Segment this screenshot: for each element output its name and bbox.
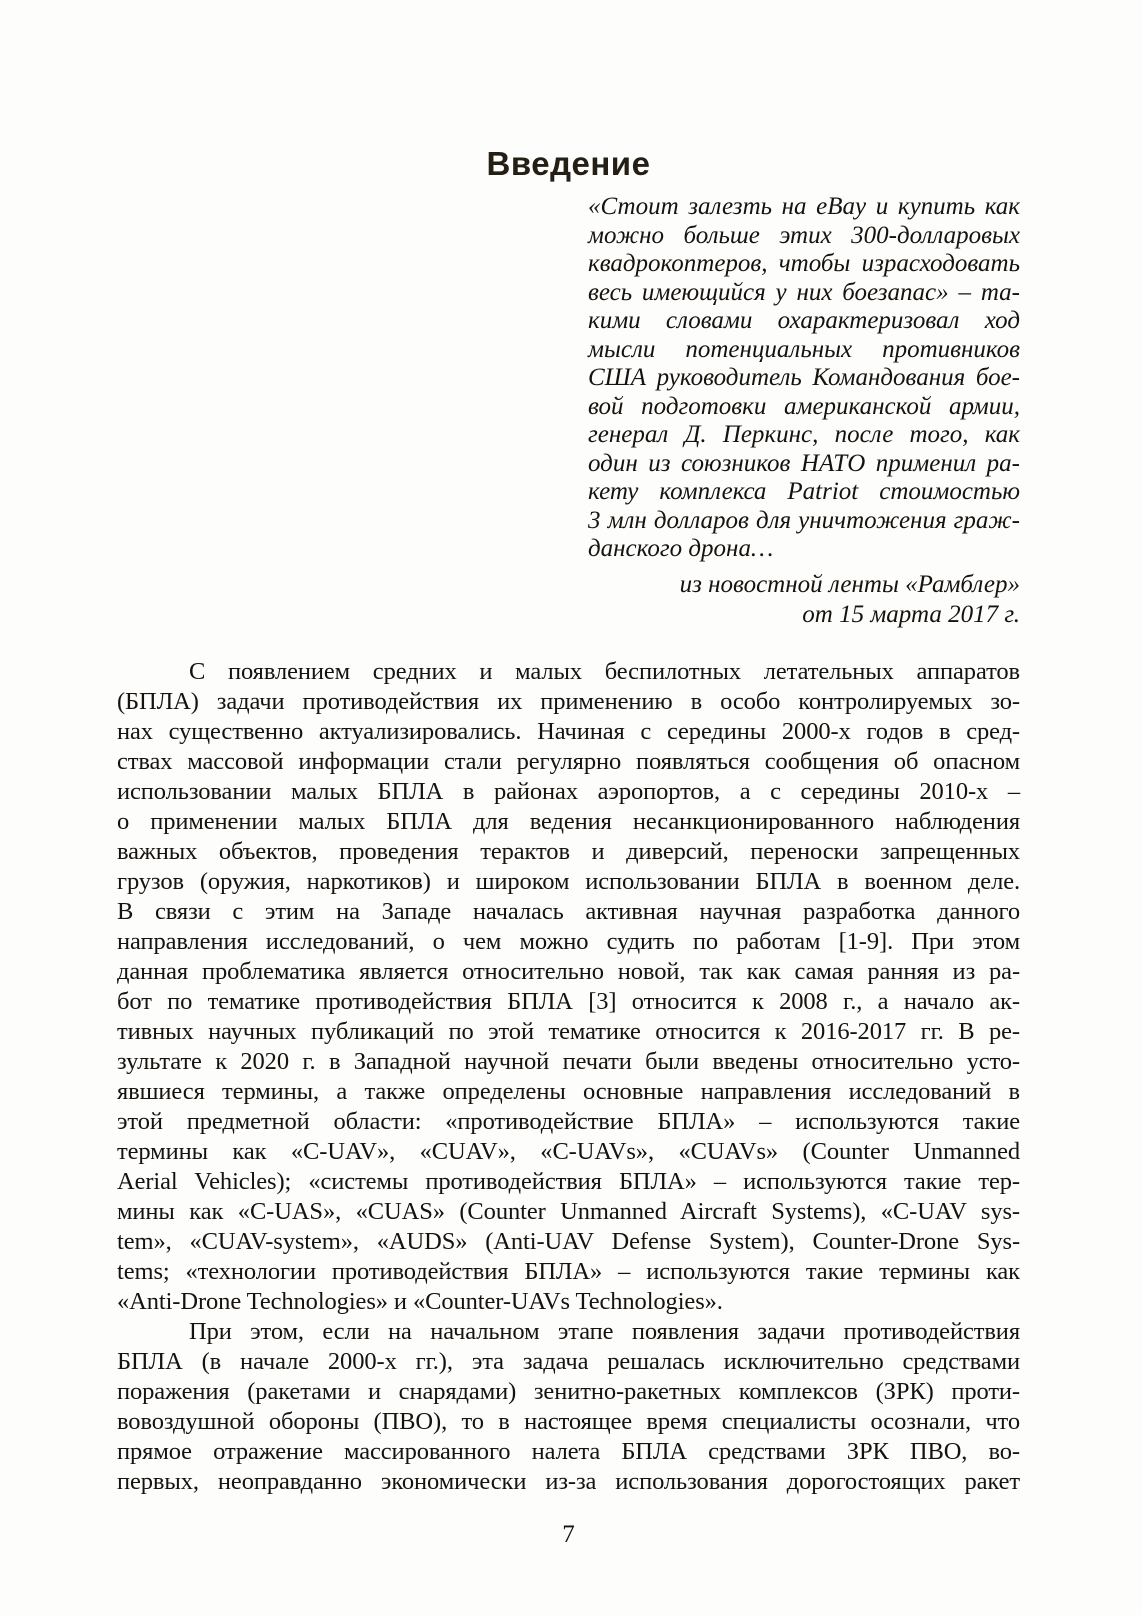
text-line: о применении малых БПЛА для ведения несанкционированного наблюдения	[117, 807, 1020, 835]
text-line: Aerial Vehicles); «системы противодействия БПЛА» – используются такие тер-	[117, 1167, 1020, 1195]
text-line: tem», «CUAV-system», «AUDS» (Anti-UAV Defense System), Counter-Drone Sys-	[117, 1227, 1020, 1255]
text-line: кими словами охарактеризовал ход	[588, 307, 1020, 334]
text-block	[117, 0, 1020, 1550]
text-line: поражения (ракетами и снарядами) зенитно-ракетных комплексов (ЗРК) проти-	[117, 1377, 1020, 1405]
text-line: тивных научных публикаций по этой тематике относится к 2016-2017 гг. В ре-	[117, 1017, 1020, 1045]
body-paragraph	[117, 1317, 1020, 1497]
text-line: БПЛА (в начале 2000-х гг.), эта задача решалась исключительно средствами	[117, 1347, 1020, 1375]
text-line: использовании малых БПЛА в районах аэропортов, а с середины 2010-х –	[117, 777, 1020, 805]
page-number: 7	[562, 1520, 575, 1548]
text-line: важных объектов, проведения терактов и диверсий, переноски запрещенных	[117, 837, 1020, 865]
text-line: кету комплекса Patriot стоимостью	[588, 478, 1020, 505]
text-line: ствах массовой информации стали регулярно появляться сообщения об опасном	[117, 747, 1020, 775]
text-line: весь имеющийся у них боезапас» – та-	[588, 278, 1020, 306]
text-line: 3 млн долларов для уничтожения граж-	[588, 506, 1020, 534]
body-paragraphs	[117, 657, 1020, 1497]
text-line: от 15 марта 2017 г.	[802, 600, 1020, 628]
text-line: США руководитель Командования бое-	[588, 364, 1020, 391]
epigraph-attribution	[117, 570, 1020, 630]
text-line: явшиеся термины, а также определены основные направления исследований в	[117, 1077, 1020, 1105]
text-line: вовоздушной обороны (ПВО), то в настоящее время специалисты осознали, что	[117, 1407, 1020, 1435]
text-line: зультате к 2020 г. в Западной научной печати были введены относительно усто-	[117, 1047, 1020, 1075]
text-line: прямое отражение массированного налета БПЛА средствами ЗРК ПВО, во-	[117, 1437, 1020, 1465]
page-title: Введение	[486, 145, 651, 182]
text-line: генерал Д. Перкинс, после того, как	[588, 421, 1020, 448]
text-line: В связи с этим на Западе началась активная научная разработка данного	[117, 897, 1020, 925]
epigraph-quote	[588, 193, 1020, 564]
body-paragraph	[117, 657, 1020, 1317]
text-line: один из союзников НАТО применил ра-	[588, 449, 1020, 477]
text-line: данского дрона…	[588, 535, 774, 562]
text-line: из новостной ленты «Рамблер»	[679, 570, 1020, 598]
text-line: данная проблематика является относительно новой, так как самая ранняя из ра-	[117, 957, 1020, 985]
text-line: нах существенно актуализировались. Начиная с середины 2000-х годов в сред-	[117, 717, 1020, 745]
text-line: можно больше этих 300-долларовых	[588, 221, 1020, 249]
text-line: мины как «C-UAS», «CUAS» (Counter Unmanned Aircraft Systems), «C-UAV sys-	[117, 1197, 1020, 1225]
text-line: термины как «C-UAV», «CUAV», «C-UAVs», «CUAVs» (Counter Unmanned	[117, 1137, 1020, 1165]
text-line: этой предметной области: «противодействие БПЛА» – используются такие	[117, 1107, 1020, 1135]
text-line: мысли потенциальных противников	[588, 335, 1020, 363]
text-line: «Anti-Drone Technologies» и «Counter-UAVs Technologies».	[117, 1287, 723, 1315]
text-line: При этом, если на начальном этапе появления задачи противодействия	[189, 1317, 1020, 1345]
text-line: (БПЛА) задачи противодействия их применению в особо контролируемых зо-	[117, 687, 1020, 715]
text-line: вой подготовки американской армии,	[588, 392, 1020, 420]
text-line: направления исследований, о чем можно судить по работам [1-9]. При этом	[117, 927, 1020, 955]
text-line: С появлением средних и малых беспилотных летательных аппаратов	[189, 657, 1020, 685]
text-line: tems; «технологии противодействия БПЛА» – используются такие термины как	[117, 1257, 1020, 1285]
text-line: квадрокоптеров, чтобы израсходовать	[588, 250, 1020, 277]
text-line: первых, неоправданно экономически из-за использования дорогостоящих ракет	[117, 1467, 1020, 1495]
text-line: грузов (оружия, наркотиков) и широком использовании БПЛА в военном деле.	[117, 867, 1020, 895]
text-line: «Стоит залезть на eBay и купить как	[588, 193, 1020, 220]
text-line: бот по тематике противодействия БПЛА [3] относится к 2008 г., а начало ак-	[117, 987, 1020, 1015]
